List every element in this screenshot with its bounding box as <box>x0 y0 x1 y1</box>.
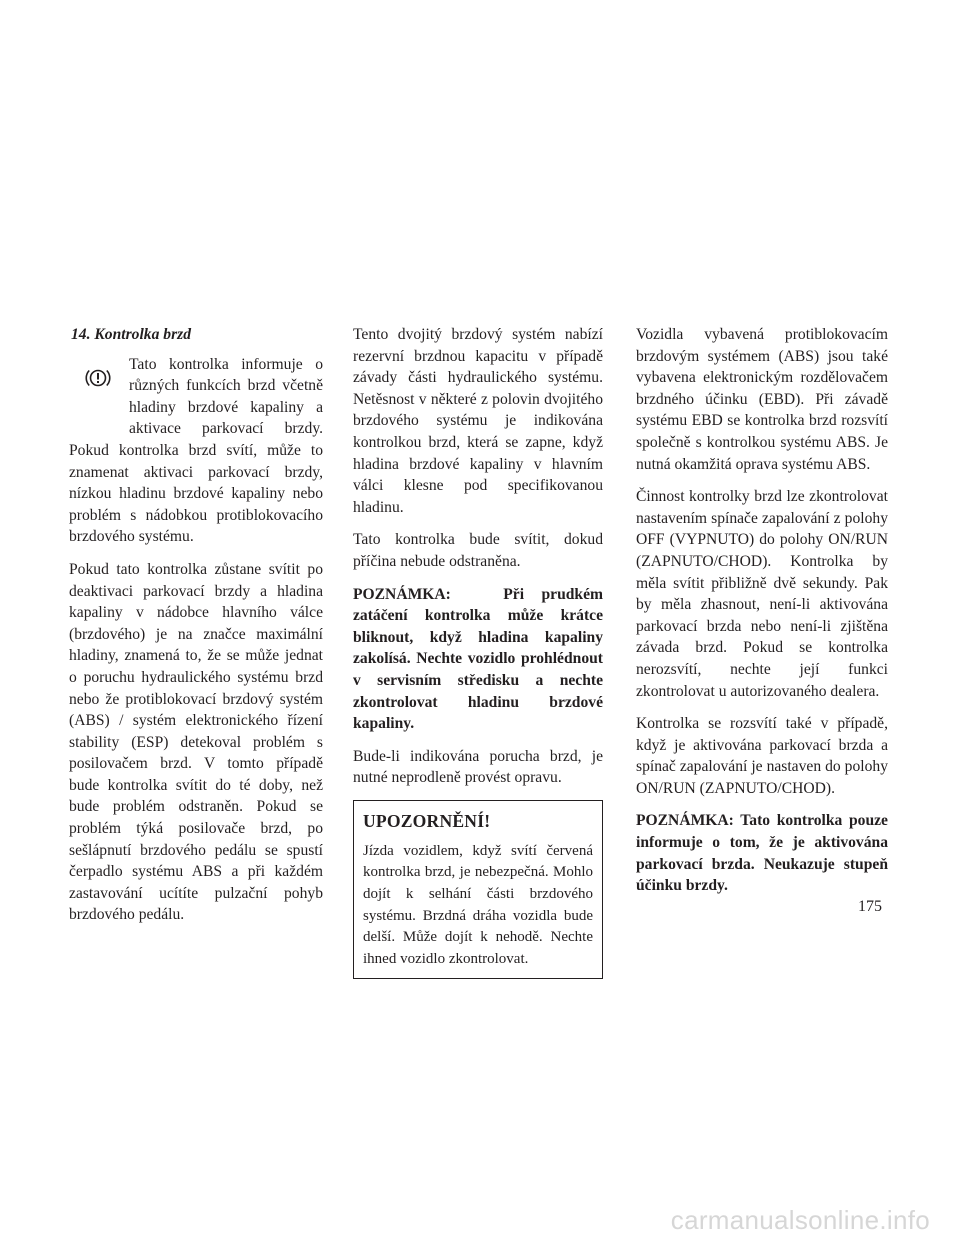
column-left <box>69 324 323 937</box>
note-cornering <box>353 584 603 735</box>
warning-box <box>353 800 603 980</box>
note-text: Při prudkém zatáčení kontrolka může krátce bliknout, když hladina kapaliny zakolísá. Nechte vozidlo prohlédnout v servisním středisku a nechte zkontrolovat hladinu brzdové kapaliny. <box>353 585 604 733</box>
parking-brake-paragraph: Kontrolka se rozsvítí také v případě, když je aktivována parkovací brzda a spínač zapalování je nastaven do polohy ON/RUN (ZAPNUTO/CHOD). <box>636 715 888 797</box>
brake-warning-icon <box>83 367 113 389</box>
note-parking-brake <box>636 810 888 896</box>
brake-light-persistent-paragraph: Pokud tato kontrolka zůstane svítit po deaktivaci parkovací brzdy a hladina kapaliny v nádobce hlavního válce (brzdového) je na značce maximální hladiny, znamená to, že se může jednat o poruchu hydraulického systému brzd nebo že protiblokovací brzdový systém (ABS) / systém elektronického řízení stability (ESP) detekoval problém s posilovačem brzd. V tomto případě bude kontrolka svítit do té doby, než bude problém odstraněn. Pokud se problém týká posilovače brzd, po sešlápnutí brzdového pedálu se spustí čerpadlo systému ABS a při každém zastavování ucítíte pulzační pohyb brzdového pedálu. <box>69 560 323 924</box>
light-stays-on-paragraph: Tato kontrolka bude svítit, dokud příčina nebude odstraněna. <box>353 531 603 570</box>
warning-title: UPOZORNĚNÍ! <box>363 810 491 831</box>
watermark: carmanualsonline.info <box>670 1205 930 1235</box>
repair-paragraph: Bude-li indikována porucha brzd, je nutné neprodleně provést opravu. <box>353 747 603 787</box>
note-label: POZNÁMKA: <box>636 812 734 830</box>
abs-ebd-paragraph: Vozidla vybavená protiblokovacím brzdovým systémem (ABS) jsou také vybavena elektronickým rozdělovačem brzdného účinku (EBD). Při závadě systému EBD se kontrolka brzd rozsvítí společně s kontrolkou systému ABS. Je nutná okamžitá oprava systému ABS. <box>636 326 888 473</box>
dual-brake-system-paragraph: Tento dvojitý brzdový systém nabízí rezervní brzdnou kapacitu v případě závady části hydraulického systému. Netěsnost v některé z polovin dvojitého brzdového systému je indikována kontrolkou brzd, která se zapne, když hladina brzdové kapaliny v hlavním válci klesne pod specifikovanou hladinu. <box>353 326 603 516</box>
warning-text: Jízda vozidlem, když svítí červená kontrolka brzd, je nebezpečná. Mohlo dojít k selhání části brzdového systému. Brzdná dráha vozidla bude delší. Může dojít k nehodě. Nechte ihned vozidlo zkontrolovat. <box>363 842 593 967</box>
brake-light-intro-paragraph: Tato kontrolka informuje o různých funkcích brzd včetně hladiny brzdové kapaliny a aktivace parkovací brzdy. Pokud kontrolka brzd svítí, může to znamenat aktivaci parkovací brzdy, nízkou hladinu brzdové kapaliny nebo problém s nádobkou protiblokovacího brzdového systému. <box>69 355 323 546</box>
column-middle <box>353 324 603 979</box>
bulb-check-paragraph: Činnost kontrolky brzd lze zkontrolovat nastavením spínače zapalování z polohy OFF (VYPNUTO) do polohy ON/RUN (ZAPNUTO/CHOD). Kontrolka by měla svítit přibližně dvě sekundy. Pak by měla zhasnout, není-li aktivována parkovací brzda nebo není-li zjištěna závada brzd. Pokud se kontrolka nerozsvítí, nechte její funkci zkontrolovat u autorizovaného dealera. <box>636 488 888 700</box>
note-text: Tato kontrolka pouze informuje o tom, že je aktivována parkovací brzda. Neukazuje stupeň účinku brzdy. <box>636 812 888 895</box>
section-heading: 14. Kontrolka brzd <box>71 326 192 343</box>
page-number: 175 <box>858 898 882 915</box>
column-right <box>636 324 888 908</box>
note-label: POZNÁMKA: <box>353 585 451 603</box>
